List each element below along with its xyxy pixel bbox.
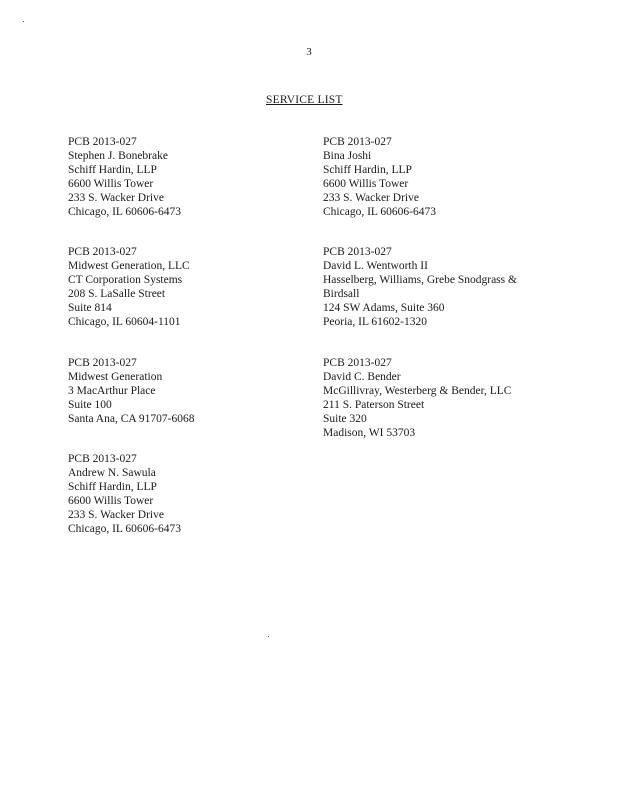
scan-speck bbox=[23, 21, 24, 22]
case-number: PCB 2013-027 bbox=[68, 136, 137, 148]
service-entry bbox=[68, 245, 190, 329]
address-line: Schiff Hardin, LLP bbox=[323, 164, 412, 176]
address-line: Chicago, IL 60604-1101 bbox=[68, 316, 181, 328]
page-title: SERVICE LIST bbox=[266, 94, 343, 106]
case-number: PCB 2013-027 bbox=[68, 453, 137, 465]
address-line: 3 MacArthur Place bbox=[68, 385, 156, 397]
service-entry bbox=[323, 356, 511, 440]
case-number: PCB 2013-027 bbox=[323, 246, 392, 258]
address-line: Peoria, IL 61602-1320 bbox=[323, 316, 428, 328]
address-line: 6600 Willis Tower bbox=[68, 495, 154, 507]
address-line: 233 S. Wacker Drive bbox=[68, 509, 164, 521]
address-line: 6600 Willis Tower bbox=[323, 178, 409, 190]
address-line: 6600 Willis Tower bbox=[68, 178, 154, 190]
service-entry bbox=[68, 452, 181, 536]
address-line: Madison, WI 53703 bbox=[323, 427, 416, 439]
address-line: Hasselberg, Williams, Grebe Snodgrass & bbox=[323, 274, 517, 286]
service-entry bbox=[323, 135, 436, 219]
address-line: Chicago, IL 60606-6473 bbox=[68, 206, 181, 218]
recipient-name: David C. Bender bbox=[323, 371, 401, 383]
scan-speck bbox=[268, 636, 269, 637]
address-line: 124 SW Adams, Suite 360 bbox=[323, 302, 445, 314]
address-line: Suite 814 bbox=[68, 302, 112, 314]
service-entry bbox=[68, 135, 181, 219]
address-line: McGillivray, Westerberg & Bender, LLC bbox=[323, 385, 512, 397]
recipient-name: Andrew N. Sawula bbox=[68, 467, 156, 479]
recipient-name: David L. Wentworth II bbox=[323, 260, 428, 272]
address-line: Chicago, IL 60606-6473 bbox=[68, 523, 181, 535]
address-line: 233 S. Wacker Drive bbox=[68, 192, 164, 204]
address-line: 211 S. Paterson Street bbox=[323, 399, 425, 411]
address-line: 233 S. Wacker Drive bbox=[323, 192, 419, 204]
address-line: Santa Ana, CA 91707-6068 bbox=[68, 413, 195, 425]
address-line: Schiff Hardin, LLP bbox=[68, 481, 157, 493]
address-line: Suite 100 bbox=[68, 399, 112, 411]
recipient-name: Bina Joshi bbox=[323, 150, 372, 162]
case-number: PCB 2013-027 bbox=[68, 357, 137, 369]
case-number: PCB 2013-027 bbox=[323, 136, 392, 148]
recipient-name: Midwest Generation, LLC bbox=[68, 260, 190, 272]
service-entry bbox=[68, 356, 195, 426]
service-entry bbox=[323, 245, 517, 329]
case-number: PCB 2013-027 bbox=[68, 246, 137, 258]
address-line: Schiff Hardin, LLP bbox=[68, 164, 157, 176]
recipient-name: Midwest Generation bbox=[68, 371, 163, 383]
address-line: Chicago, IL 60606-6473 bbox=[323, 206, 436, 218]
address-line: Suite 320 bbox=[323, 413, 367, 425]
page-number: 3 bbox=[306, 46, 312, 58]
address-line: CT Corporation Systems bbox=[68, 274, 183, 286]
address-line: 208 S. LaSalle Street bbox=[68, 288, 166, 300]
case-number: PCB 2013-027 bbox=[323, 357, 392, 369]
address-line: Birdsall bbox=[323, 288, 360, 300]
recipient-name: Stephen J. Bonebrake bbox=[68, 150, 168, 162]
